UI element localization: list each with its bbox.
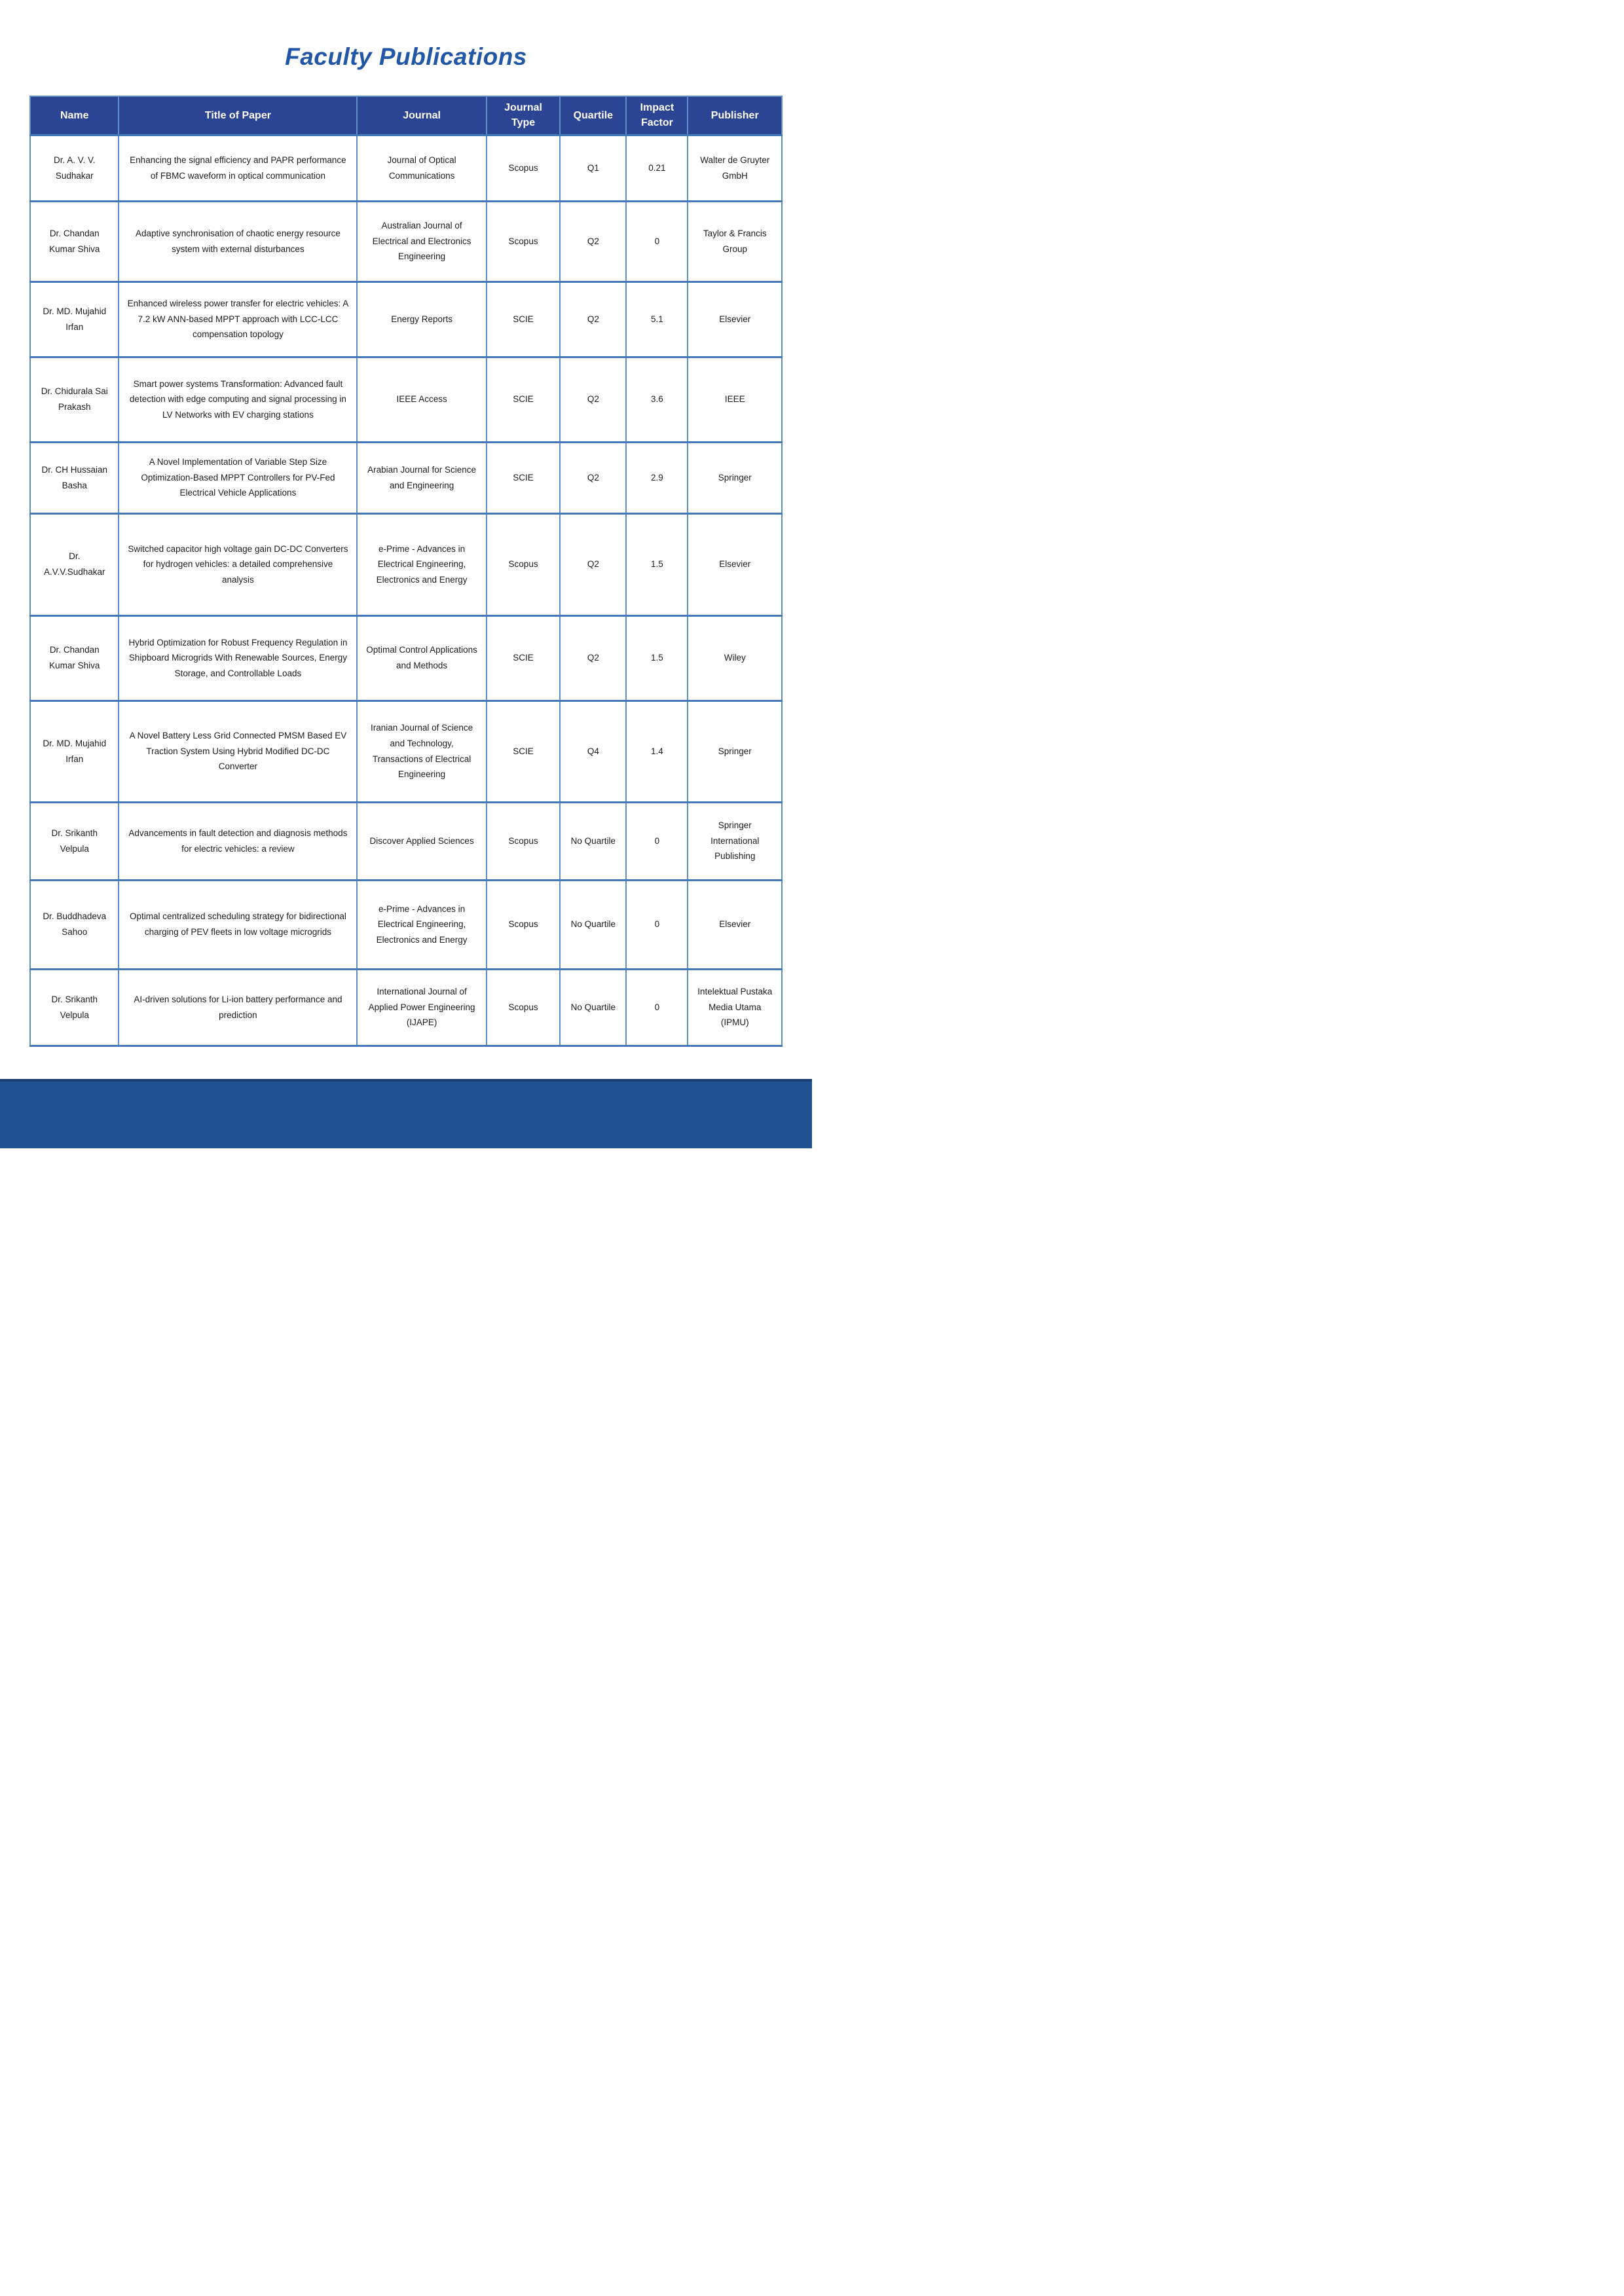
cell-journal-type: SCIE: [487, 701, 561, 802]
cell-journal: e-Prime - Advances in Electrical Engineering, Electronics and Energy: [357, 513, 486, 615]
cell-journal-type: SCIE: [487, 615, 561, 701]
cell-quartile: No Quartile: [560, 802, 626, 880]
table-row: [30, 282, 782, 357]
cell-journal: Energy Reports: [357, 282, 486, 357]
table-row: [30, 615, 782, 701]
cell-quartile: Q2: [560, 513, 626, 615]
header-title-of-paper: Title of Paper: [119, 96, 357, 135]
table-row: [30, 969, 782, 1046]
cell-publisher: IEEE: [688, 357, 782, 442]
cell-impact-factor: 0: [626, 201, 688, 282]
cell-journal: Discover Applied Sciences: [357, 802, 486, 880]
table-row: [30, 201, 782, 282]
table-header-row: [30, 96, 782, 135]
cell-name: Dr. A.V.V.Sudhakar: [30, 513, 119, 615]
cell-journal-type: Scopus: [487, 802, 561, 880]
cell-impact-factor: 5.1: [626, 282, 688, 357]
cell-journal-type: Scopus: [487, 135, 561, 201]
header-quartile: Quartile: [560, 96, 626, 135]
cell-impact-factor: 1.4: [626, 701, 688, 802]
cell-name: Dr. Chidurala Sai Prakash: [30, 357, 119, 442]
cell-journal: IEEE Access: [357, 357, 486, 442]
cell-impact-factor: 1.5: [626, 615, 688, 701]
page-title: Faculty Publications: [285, 43, 527, 70]
cell-name: Dr. Srikanth Velpula: [30, 969, 119, 1046]
cell-impact-factor: 0: [626, 969, 688, 1046]
cell-title-of-paper: Switched capacitor high voltage gain DC-DC Converters for hydrogen vehicles: a detailed comprehensive analysis: [119, 513, 357, 615]
table-row: [30, 701, 782, 802]
table-body: [30, 135, 782, 1046]
cell-journal: Australian Journal of Electrical and Electronics Engineering: [357, 201, 486, 282]
cell-publisher: Springer: [688, 442, 782, 513]
cell-name: Dr. Srikanth Velpula: [30, 802, 119, 880]
faculty-publications-table: [29, 96, 783, 1047]
cell-publisher: Taylor & Francis Group: [688, 201, 782, 282]
cell-journal-type: Scopus: [487, 513, 561, 615]
cell-name: Dr. Buddhadeva Sahoo: [30, 880, 119, 969]
cell-name: Dr. A. V. V. Sudhakar: [30, 135, 119, 201]
cell-journal-type: SCIE: [487, 357, 561, 442]
header-name: Name: [30, 96, 119, 135]
cell-quartile: Q4: [560, 701, 626, 802]
cell-quartile: Q2: [560, 282, 626, 357]
cell-name: Dr. Chandan Kumar Shiva: [30, 201, 119, 282]
cell-quartile: No Quartile: [560, 969, 626, 1046]
cell-title-of-paper: Enhancing the signal efficiency and PAPR performance of FBMC waveform in optical communication: [119, 135, 357, 201]
cell-publisher: Springer: [688, 701, 782, 802]
table-row: [30, 880, 782, 969]
cell-title-of-paper: AI-driven solutions for Li-ion battery performance and prediction: [119, 969, 357, 1046]
cell-name: Dr. CH Hussaian Basha: [30, 442, 119, 513]
table-row: [30, 357, 782, 442]
cell-title-of-paper: A Novel Battery Less Grid Connected PMSM Based EV Traction System Using Hybrid Modified DC-DC Converter: [119, 701, 357, 802]
header-journal: Journal: [357, 96, 486, 135]
cell-impact-factor: 1.5: [626, 513, 688, 615]
cell-journal-type: Scopus: [487, 880, 561, 969]
footer-band: [0, 1079, 812, 1148]
cell-journal-type: SCIE: [487, 442, 561, 513]
cell-title-of-paper: Advancements in fault detection and diagnosis methods for electric vehicles: a review: [119, 802, 357, 880]
table-row: [30, 802, 782, 880]
cell-publisher: Intelektual Pustaka Media Utama (IPMU): [688, 969, 782, 1046]
document-page: [0, 0, 812, 1148]
cell-impact-factor: 0: [626, 880, 688, 969]
cell-quartile: Q2: [560, 615, 626, 701]
cell-publisher: Wiley: [688, 615, 782, 701]
cell-quartile: Q2: [560, 201, 626, 282]
cell-journal-type: SCIE: [487, 282, 561, 357]
cell-impact-factor: 0: [626, 802, 688, 880]
cell-journal-type: Scopus: [487, 201, 561, 282]
cell-publisher: Elsevier: [688, 282, 782, 357]
cell-publisher: Elsevier: [688, 513, 782, 615]
cell-publisher: Walter de Gruyter GmbH: [688, 135, 782, 201]
cell-journal: Arabian Journal for Science and Engineering: [357, 442, 486, 513]
cell-name: Dr. MD. Mujahid Irfan: [30, 701, 119, 802]
table-row: [30, 135, 782, 201]
cell-publisher: Elsevier: [688, 880, 782, 969]
cell-publisher: Springer International Publishing: [688, 802, 782, 880]
table-row: [30, 442, 782, 513]
cell-name: Dr. Chandan Kumar Shiva: [30, 615, 119, 701]
cell-title-of-paper: Adaptive synchronisation of chaotic energy resource system with external disturbances: [119, 201, 357, 282]
cell-impact-factor: 2.9: [626, 442, 688, 513]
cell-impact-factor: 0.21: [626, 135, 688, 201]
cell-quartile: Q2: [560, 442, 626, 513]
table-header: [30, 96, 782, 135]
header-journal-type: Journal Type: [487, 96, 561, 135]
cell-journal: Iranian Journal of Science and Technology, Transactions of Electrical Engineering: [357, 701, 486, 802]
cell-journal-type: Scopus: [487, 969, 561, 1046]
cell-quartile: No Quartile: [560, 880, 626, 969]
cell-journal: Optimal Control Applications and Methods: [357, 615, 486, 701]
cell-name: Dr. MD. Mujahid Irfan: [30, 282, 119, 357]
header-impact-factor: Impact Factor: [626, 96, 688, 135]
cell-quartile: Q2: [560, 357, 626, 442]
cell-title-of-paper: Enhanced wireless power transfer for electric vehicles: A 7.2 kW ANN-based MPPT approach with LCC-LCC compensation topology: [119, 282, 357, 357]
cell-title-of-paper: Optimal centralized scheduling strategy for bidirectional charging of PEV fleets in low voltage microgrids: [119, 880, 357, 969]
cell-quartile: Q1: [560, 135, 626, 201]
cell-impact-factor: 3.6: [626, 357, 688, 442]
cell-journal: e-Prime - Advances in Electrical Engineering, Electronics and Energy: [357, 880, 486, 969]
header-publisher: Publisher: [688, 96, 782, 135]
table-row: [30, 513, 782, 615]
cell-journal: Journal of Optical Communications: [357, 135, 486, 201]
cell-title-of-paper: Smart power systems Transformation: Advanced fault detection with edge computing and signal processing in LV Networks with EV charging stations: [119, 357, 357, 442]
cell-title-of-paper: Hybrid Optimization for Robust Frequency Regulation in Shipboard Microgrids With Renewable Sources, Energy Storage, and Controllable Loads: [119, 615, 357, 701]
cell-journal: International Journal of Applied Power Engineering (IJAPE): [357, 969, 486, 1046]
cell-title-of-paper: A Novel Implementation of Variable Step Size Optimization-Based MPPT Controllers for PV-Fed Electrical Vehicle Applications: [119, 442, 357, 513]
